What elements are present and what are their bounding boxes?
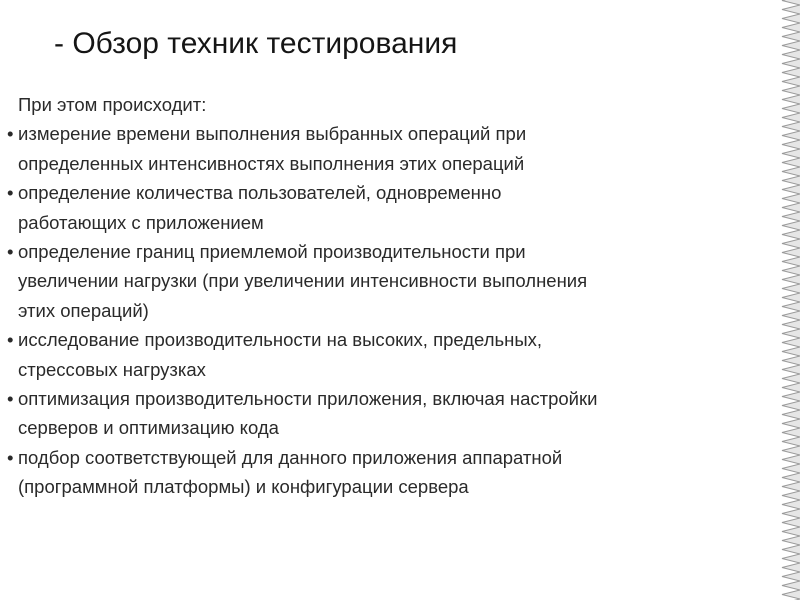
chevron-shape xyxy=(782,23,800,32)
chevron-shape xyxy=(782,122,800,131)
chevron-shape xyxy=(782,509,800,518)
chevron-shape xyxy=(782,410,800,419)
chevron-shape xyxy=(782,59,800,68)
chevron-shape xyxy=(782,437,800,446)
chevron-shape xyxy=(782,536,800,545)
list-item-line: работающих с приложением xyxy=(18,211,264,233)
list-item-line: определенных интенсивностях выполнения этих операций xyxy=(18,152,525,174)
chevron-shape xyxy=(782,329,800,338)
list-item xyxy=(7,178,787,237)
chevron-shape xyxy=(782,86,800,95)
chevron-shape xyxy=(782,320,800,329)
chevron-shape xyxy=(782,500,800,509)
chevron-shape xyxy=(782,158,800,167)
chevron-shape xyxy=(782,239,800,248)
list-item-line: измерение времени выполнения выбранных операций при xyxy=(18,123,527,145)
chevron-shape xyxy=(782,176,800,185)
chevron-shape xyxy=(782,572,800,581)
chevron-shape xyxy=(782,590,800,599)
chevron-shape xyxy=(782,482,800,491)
chevron-shape xyxy=(782,95,800,104)
chevron-shape xyxy=(782,383,800,392)
list-item-line: этих операций) xyxy=(18,299,149,321)
chevron-shape xyxy=(782,293,800,302)
bullet-icon: • xyxy=(7,241,14,263)
chevron-shape xyxy=(782,203,800,212)
chevron-shape xyxy=(782,185,800,194)
chevron-shape xyxy=(782,257,800,266)
bullet-icon: • xyxy=(7,182,14,204)
bullet-icon: • xyxy=(7,446,14,468)
list-item-line: исследование производительности на высоких, предельных, xyxy=(18,329,543,351)
chevron-shape xyxy=(782,347,800,356)
chevron-shape xyxy=(782,248,800,257)
chevron-shape xyxy=(782,401,800,410)
list-item xyxy=(7,443,787,502)
list-item xyxy=(7,119,787,178)
chevron-shape xyxy=(782,194,800,203)
chevron-shape xyxy=(782,266,800,275)
chevron-shape xyxy=(782,131,800,140)
chevron-shape xyxy=(782,491,800,500)
bullet-icon: • xyxy=(7,329,14,351)
chevron-shape xyxy=(782,5,800,14)
chevron-shape xyxy=(782,113,800,122)
chevron-shape xyxy=(782,41,800,50)
chevron-shape xyxy=(782,545,800,554)
slide-body xyxy=(7,90,787,502)
list-item-line: определение количества пользователей, одновременно xyxy=(18,182,502,204)
chevron-shape xyxy=(782,311,800,320)
chevron-shape xyxy=(782,338,800,347)
chevron-shape xyxy=(782,428,800,437)
list-item-line: оптимизация производительности приложения, включая настройки xyxy=(18,388,598,410)
chevron-shape xyxy=(782,50,800,59)
chevron-shape xyxy=(782,104,800,113)
bullet-icon: • xyxy=(7,388,14,410)
list-item-line: увеличении нагрузки (при увеличении интенсивности выполнения xyxy=(18,270,588,292)
chevron-shape xyxy=(782,581,800,590)
chevron-shape xyxy=(782,221,800,230)
chevron-shape xyxy=(782,392,800,401)
chevron-shape xyxy=(782,68,800,77)
chevron-shape xyxy=(782,140,800,149)
chevron-shape xyxy=(782,446,800,455)
chevron-shape xyxy=(782,464,800,473)
chevron-shape xyxy=(782,518,800,527)
list-item xyxy=(7,325,787,384)
chevron-shape xyxy=(782,212,800,221)
chevron-shape xyxy=(782,455,800,464)
chevron-shape xyxy=(782,365,800,374)
chevron-shape xyxy=(782,374,800,383)
chevron-shape xyxy=(782,149,800,158)
chevron-shape xyxy=(782,284,800,293)
list-item-line: (программной платформы) и конфигурации сервера xyxy=(18,476,469,498)
chevron-shape xyxy=(782,167,800,176)
chevron-shape xyxy=(782,563,800,572)
list-item-line: определение границ приемлемой производительности при xyxy=(18,241,526,263)
chevron-shape xyxy=(782,302,800,311)
chevron-shape xyxy=(782,230,800,239)
list-item xyxy=(7,237,787,325)
stacked-chevron-pattern-icon xyxy=(776,0,800,600)
chevron-shape xyxy=(782,356,800,365)
list-item-line: стрессовых нагрузках xyxy=(18,358,206,380)
list-item xyxy=(7,384,787,443)
chevron-shape xyxy=(782,473,800,482)
bullet-icon: • xyxy=(7,123,14,145)
chevron-shape xyxy=(782,32,800,41)
chevron-shape xyxy=(782,275,800,284)
chevron-shape xyxy=(782,419,800,428)
intro-text: При этом происходит: xyxy=(18,94,207,115)
chevron-shape xyxy=(782,527,800,536)
chevron-shape xyxy=(782,77,800,86)
list-item-line: серверов и оптимизацию кода xyxy=(18,417,279,439)
list-item-line: подбор соответствующей для данного приложения аппаратной xyxy=(18,446,563,468)
chevron-shape xyxy=(782,554,800,563)
slide-title: - Обзор техник тестирования xyxy=(54,27,458,60)
chevron-shape xyxy=(782,14,800,23)
